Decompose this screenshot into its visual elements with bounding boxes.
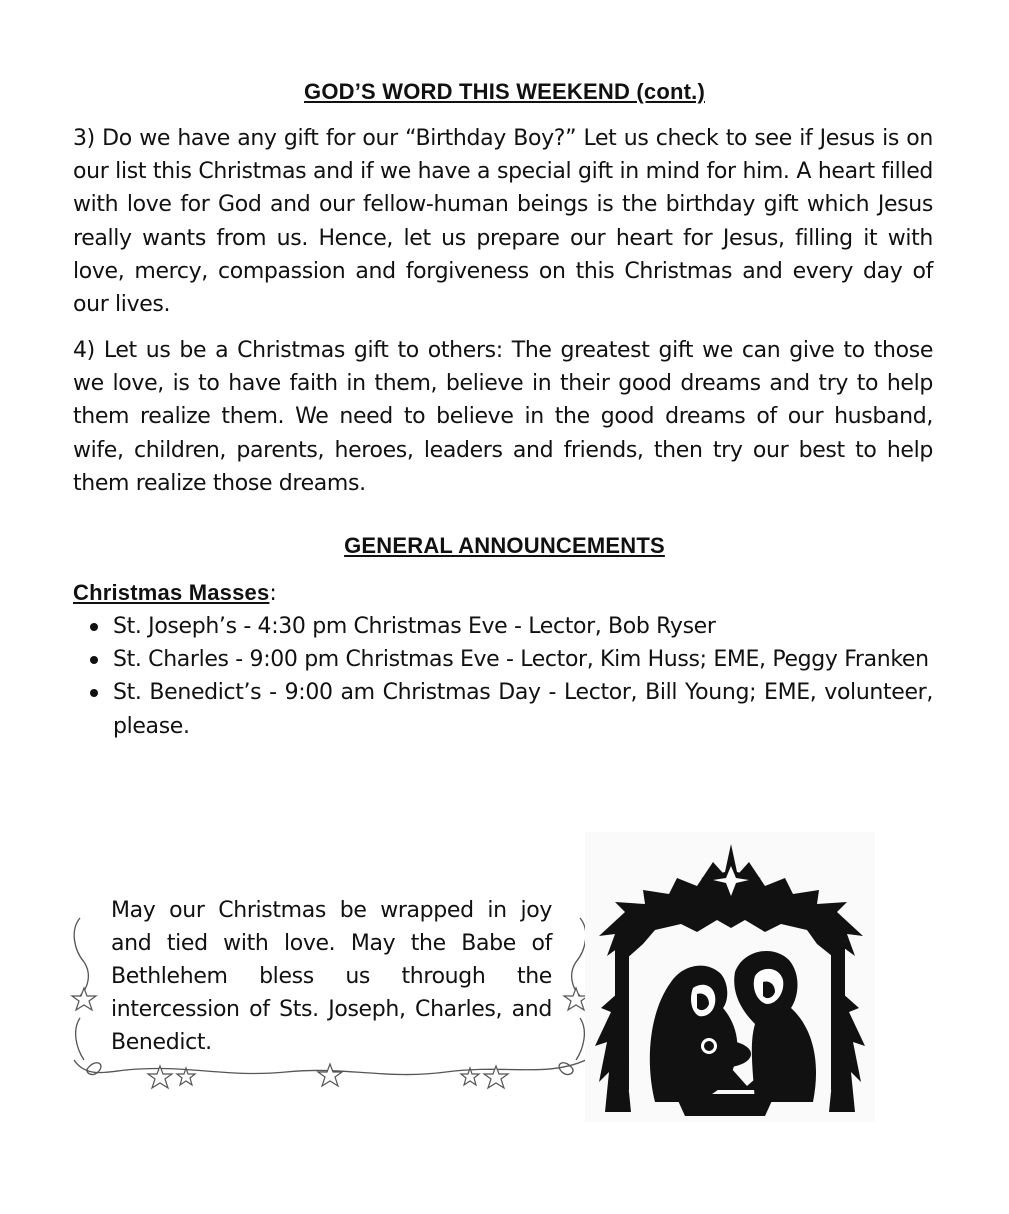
mass-item-st-charles: St. Charles - 9:00 pm Christmas Eve - Lector, Kim Huss; EME, Peggy Franken bbox=[73, 643, 933, 676]
christmas-masses-subheading bbox=[73, 578, 277, 609]
christmas-masses-label: Christmas Masses bbox=[73, 580, 270, 605]
christmas-masses-list bbox=[73, 610, 933, 743]
mass-item-st-josephs: St. Joseph’s - 4:30 pm Christmas Eve - Lector, Bob Ryser bbox=[73, 610, 933, 643]
gods-word-point-4: 4) Let us be a Christmas gift to others: The greatest gift we can give to those we love, is to have faith in them, believe in their good dreams and try to help them realize them. We need to believe in the good dreams of our husband, wife, children, parents, heroes, leaders and friends, then try our best to help them realize those dreams. bbox=[73, 338, 933, 496]
christmas-blessing-text: May our Christmas be wrapped in joy and tied with love. May the Babe of Bethlehem bless us through the intercession of Sts. Joseph, Charles, and Benedict. bbox=[111, 898, 552, 1055]
gods-word-heading: GOD’S WORD THIS WEEKEND (cont.) bbox=[304, 79, 705, 104]
christmas-masses-colon: : bbox=[269, 581, 277, 606]
announcements-heading: GENERAL ANNOUNCEMENTS bbox=[344, 533, 665, 558]
mass-item-st-benedicts: St. Benedict’s - 9:00 am Christmas Day - Lector, Bill Young; EME, volunteer, please. bbox=[73, 676, 933, 742]
gods-word-point-3: 3) Do we have any gift for our “Birthday Boy?” Let us check to see if Jesus is on our list this Christmas and if we have a special gift in mind for him. A heart filled with love for God and our fellow-human beings is the birthday gift which Jesus really wants from us. Hence, let us prepare our heart for Jesus, filling it with love, mercy, compassion and forgiveness on this Christmas and every day of our lives. bbox=[73, 126, 933, 318]
nativity-scene-icon bbox=[585, 832, 875, 1122]
